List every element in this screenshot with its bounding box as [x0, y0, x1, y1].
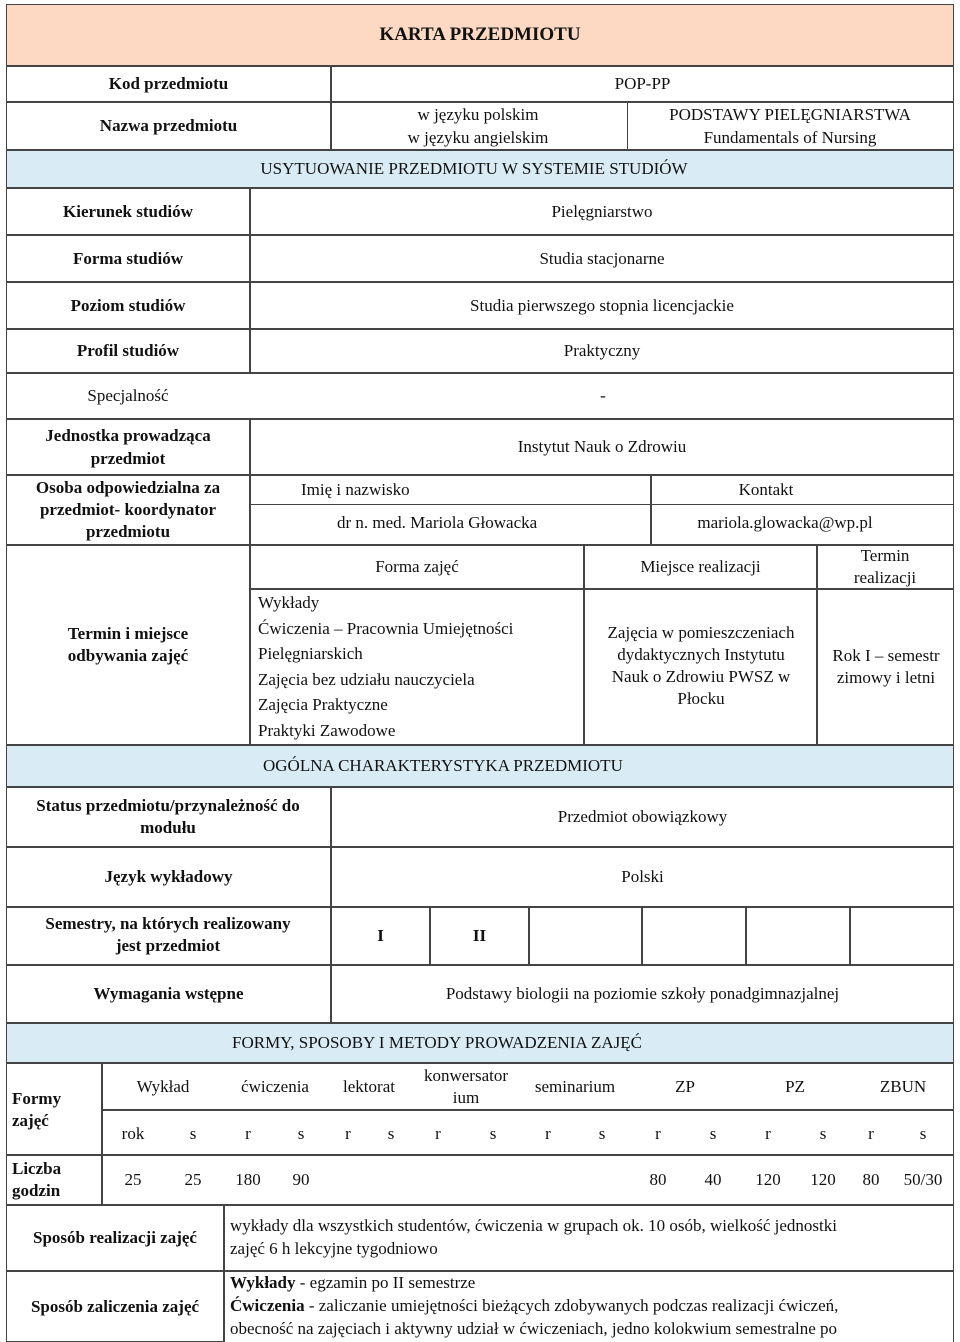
forms-header-row: [102, 1063, 954, 1110]
realization-value: [224, 1205, 954, 1271]
form-header: Forma zajęć: [250, 545, 584, 589]
form-item: Zajęcia Praktyczne: [258, 695, 388, 714]
header-exercises: ćwiczenia: [241, 1077, 309, 1096]
lang-en-label: w języku angielskim: [407, 128, 549, 147]
forms-label: [6, 1063, 102, 1155]
semester-cell: [529, 907, 642, 965]
semester-cell: [642, 907, 746, 965]
course-name-values: [331, 102, 954, 150]
assessment-label: Sposób zaliczenia zajęć: [6, 1271, 224, 1342]
section-forms-title: FORMY, SPOSOBY I METODY PROWADZENIA ZAJĘĆ: [232, 1033, 642, 1052]
specialty-value: -: [600, 386, 606, 405]
semester-cell: II: [430, 907, 529, 965]
form-item: Pielęgniarskich: [258, 644, 363, 663]
assessment-text: - egzamin po II semestrze: [295, 1273, 476, 1292]
sub-cell: r: [245, 1124, 251, 1143]
header-conversation: konwersator: [423, 1066, 509, 1085]
unit-label-line: przedmiot: [90, 449, 166, 468]
hours-label-line: godzin: [12, 1181, 61, 1200]
sub-cell: r: [345, 1124, 351, 1143]
coordinator-label: [6, 475, 250, 545]
name-pl-value: PODSTAWY PIELĘGNIARSTWA: [669, 105, 911, 124]
hours-cell: 120: [755, 1170, 781, 1189]
hours-cell: 90: [292, 1170, 310, 1189]
place-line: Zajęcia w pomieszczeniach: [607, 623, 795, 642]
coordinator-label-line: Osoba odpowiedzialna za: [35, 478, 221, 497]
section-forms: [6, 1023, 954, 1063]
semester-cell: I: [331, 907, 430, 965]
term-line: zimowy i letni: [836, 668, 936, 687]
hours-label-line: Liczba: [12, 1159, 62, 1178]
field-value: Pielęgniarstwo: [250, 188, 954, 235]
header-lecture: Wykład: [136, 1077, 190, 1096]
unit-label-line: Jednostka prowadząca: [45, 426, 211, 445]
assessment-bold: Ćwiczenia: [230, 1296, 305, 1315]
status-label-line: Status przedmiotu/przynależność do: [36, 796, 300, 815]
semesters-label: [6, 907, 331, 965]
specialty-row: [6, 373, 954, 419]
header-zp: ZP: [675, 1077, 695, 1096]
divider: [627, 103, 628, 149]
semesters-label-line: jest przedmiot: [115, 936, 221, 955]
status-value: Przedmiot obowiązkowy: [331, 787, 954, 847]
forms-label-line: zajęć: [12, 1111, 49, 1130]
term-header-line: realizacji: [853, 568, 917, 587]
name-header: Imię i nazwisko: [301, 480, 410, 499]
sub-cell: r: [655, 1124, 661, 1143]
place-line: Nauk o Zdrowiu PWSZ w: [611, 667, 791, 686]
field-value: Studia pierwszego stopnia licencjackie: [250, 282, 954, 329]
section-general: [6, 745, 954, 787]
term-cell: [817, 589, 954, 745]
coordinator-name: dr n. med. Mariola Głowacka: [337, 513, 538, 532]
divider: [652, 504, 953, 505]
assessment-line: obecność na zajęciach i aktywny udział w ćwiczeniach, jedno kolokwium semestralne po: [230, 1319, 838, 1338]
assessment-line: [230, 1273, 475, 1293]
header-conversation-line2: ium: [452, 1088, 480, 1107]
hours-cell: 80: [862, 1170, 880, 1189]
unit-label: [6, 419, 250, 475]
field-label: Profil studiów: [6, 329, 250, 373]
header-lectorate: lektorat: [343, 1077, 395, 1096]
form-item: Wykłady: [258, 593, 320, 612]
coordinator-email: mariola.glowacka@wp.pl: [697, 513, 873, 532]
hours-cell: 180: [235, 1170, 261, 1189]
sub-cell: s: [598, 1124, 606, 1143]
divider: [251, 504, 650, 505]
name-en-value: Fundamentals of Nursing: [703, 128, 877, 147]
sub-cell: s: [919, 1124, 927, 1143]
hours-cell: 25: [124, 1170, 142, 1189]
field-label: Forma studiów: [6, 235, 250, 282]
form-item: Zajęcia bez udziału nauczyciela: [258, 669, 475, 689]
coordinator-label-line: przedmiotu: [85, 522, 171, 541]
term-line: Rok I – semestr: [832, 646, 940, 665]
semester-cell: [746, 907, 850, 965]
hours-cell: 50/30: [903, 1170, 943, 1189]
hours-label: [6, 1155, 102, 1205]
coordinator-name-cell: [250, 475, 651, 545]
assessment-text: - zaliczanie umiejętności bieżących zdobywanych podczas realizacji ćwiczeń,: [304, 1296, 839, 1315]
form-item: Ćwiczenia – Pracownia Umiejętności: [258, 618, 514, 638]
card-title: KARTA PRZEDMIOTU: [6, 4, 954, 66]
section-general-title: OGÓLNA CHARAKTERYSTYKA PRZEDMIOTU: [263, 756, 623, 775]
field-label: Kierunek studiów: [6, 188, 250, 235]
assessment-line: [230, 1296, 838, 1316]
hours-cell: 80: [649, 1170, 667, 1189]
contact-header: Kontakt: [738, 480, 794, 499]
sub-cell: s: [387, 1124, 395, 1143]
requirements-label: Wymagania wstępne: [6, 965, 331, 1023]
realization-line: zajęć 6 h lekcyjne tygodniowo: [230, 1239, 438, 1258]
hours-row: [102, 1155, 954, 1205]
term-header-line: Termin: [860, 546, 910, 565]
hours-cell: 120: [810, 1170, 836, 1189]
field-value: Studia stacjonarne: [250, 235, 954, 282]
semester-cell: [850, 907, 954, 965]
field-value: Praktyczny: [250, 329, 954, 373]
realization-label: Sposób realizacji zajęć: [6, 1205, 224, 1271]
forms-label-line: Formy: [12, 1089, 62, 1108]
assessment-value: [224, 1271, 954, 1342]
section-placement: [6, 150, 954, 188]
realization-line: wykłady dla wszystkich studentów, ćwiczenia w grupach ok. 10 osób, wielkość jednostki: [230, 1216, 837, 1235]
schedule-label-line: odbywania zajęć: [67, 646, 189, 665]
sub-cell: rok: [121, 1124, 145, 1143]
status-label-line: modułu: [140, 818, 196, 837]
lang-pl-label: w języku polskim: [417, 105, 539, 124]
form-item: Praktyki Zawodowe: [258, 720, 396, 740]
coordinator-contact-cell: [651, 475, 954, 545]
assessment-bold: Wykłady: [230, 1273, 296, 1292]
status-label: [6, 787, 331, 847]
schedule-label: [6, 545, 250, 745]
course-code-value: POP-PP: [331, 66, 954, 102]
specialty-label: Specjalność: [87, 386, 169, 405]
section-placement-title: USYTUOWANIE PRZEDMIOTU W SYSTEMIE STUDIÓW: [260, 159, 688, 178]
hours-cell: 40: [704, 1170, 722, 1189]
schedule-label-line: Termin i miejsce: [67, 624, 189, 643]
sub-cell: s: [489, 1124, 497, 1143]
sub-cell: s: [709, 1124, 717, 1143]
requirements-value: Podstawy biologii na poziomie szkoły ponadgimnazjalnej: [331, 965, 954, 1023]
place-line: Płocku: [677, 689, 725, 708]
place-line: dydaktycznych Instytutu: [617, 645, 785, 664]
coordinator-label-line: przedmiot- koordynator: [39, 500, 217, 519]
header-seminar: seminarium: [534, 1077, 616, 1096]
course-code-label: Kod przedmiotu: [6, 66, 331, 102]
sub-cell: s: [297, 1124, 305, 1143]
sub-cell: r: [545, 1124, 551, 1143]
header-zbun: ZBUN: [879, 1077, 927, 1096]
forms-list: [250, 589, 584, 745]
hours-cell: 25: [184, 1170, 202, 1189]
place-cell: [584, 589, 817, 745]
header-pz: PZ: [785, 1077, 805, 1096]
sub-cell: r: [435, 1124, 441, 1143]
term-header: [817, 545, 954, 589]
sub-cell: s: [819, 1124, 827, 1143]
sub-cell: r: [765, 1124, 771, 1143]
sub-cell: s: [189, 1124, 197, 1143]
field-label: Poziom studiów: [6, 282, 250, 329]
sub-cell: r: [868, 1124, 874, 1143]
course-name-label: Nazwa przedmiotu: [6, 102, 331, 150]
language-value: Polski: [331, 847, 954, 907]
semesters-label-line: Semestry, na których realizowany: [45, 914, 291, 933]
unit-value: Instytut Nauk o Zdrowiu: [250, 419, 954, 475]
forms-sub-row: [102, 1110, 954, 1155]
language-label: Język wykładowy: [6, 847, 331, 907]
place-header: Miejsce realizacji: [584, 545, 817, 589]
